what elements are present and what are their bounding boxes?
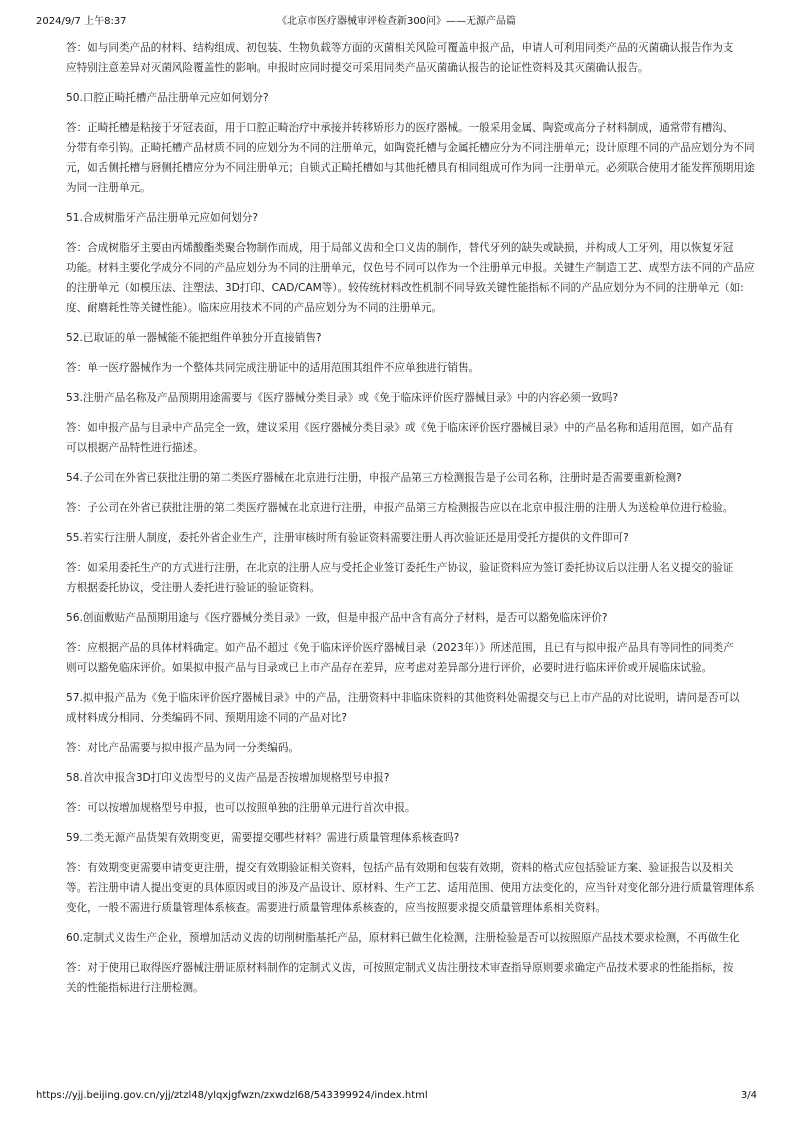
- answer-paragraph: [66, 358, 756, 378]
- question-heading: [66, 828, 756, 848]
- question-heading: [66, 468, 756, 488]
- question-heading: [66, 388, 756, 408]
- text-line: 55.若实行注册人制度，委托外省企业生产，注册审核时所有验证资料需要注册人再次验证还是用受托方提供的文件即可?: [66, 532, 629, 544]
- text-line: 可以根据产品特性进行描述。: [66, 442, 204, 454]
- question-heading: [66, 608, 756, 628]
- text-line: 59.二类无源产品货架有效期变更，需要提交哪些材料？需进行质量管理体系核查吗?: [66, 832, 460, 844]
- question-heading: [66, 88, 756, 108]
- text-line: 则可以豁免临床评价。如果拟申报产品与目录或已上市产品存在差异，应考虑对差异部分进行评价，必要时进行临床评价或开展临床试验。: [66, 662, 713, 674]
- question-heading: [66, 768, 756, 788]
- text-line: 应特别注意差异对灭菌风险覆盖性的影响。申报时应同时提交可采用同类产品灭菌确认报告的论证性资料及其灭菌确认报告。: [66, 62, 649, 74]
- text-line: 答：如采用委托生产的方式进行注册，在北京的注册人应与受托企业签订委托生产协议，验证资料应为签订委托协议后以注册人名义提交的验证: [66, 562, 734, 574]
- text-line: 53.注册产品名称及产品预期用途需要与《医疗器械分类目录》或《免于临床评价医疗器械目录》中的内容必须一致吗?: [66, 392, 619, 404]
- text-line: 答：可以按增加规格型号申报，也可以按照单独的注册单元进行首次申报。: [66, 802, 416, 814]
- answer-paragraph: [66, 118, 756, 198]
- text-line: 元，如舌侧托槽与唇侧托槽应分为不同注册单元；自锁式正畸托槽如与其他托槽具有相同组成可作为同一注册单元。必须联合使用才能发挥预期用途: [66, 162, 755, 174]
- answer-paragraph: [66, 858, 756, 918]
- text-line: 54.子公司在外省已获批注册的第二类医疗器械在北京进行注册，申报产品第三方检测报告是子公司名称，注册时是否需要重新检测?: [66, 472, 682, 484]
- question-heading: [66, 328, 756, 348]
- text-line: 50.口腔正畸托槽产品注册单元应如何划分?: [66, 92, 269, 104]
- text-line: 方根据委托协议，受注册人委托进行验证的验证资料。: [66, 582, 321, 594]
- text-line: 答：有效期变更需要申请变更注册，提交有效期验证相关资料，包括产品有效期和包装有效期，资料的格式应包括验证方案、验证报告以及相关: [66, 862, 734, 874]
- question-heading: [66, 528, 756, 548]
- text-line: 52.已取证的单一器械能不能把组件单独分开直接销售?: [66, 332, 322, 344]
- answer-paragraph: [66, 958, 756, 998]
- answer-paragraph: [66, 418, 756, 458]
- question-heading: [66, 688, 756, 728]
- text-line: 分带有牵引钩。正畸托槽产品材质不同的应划分为不同的注册单元，如陶瓷托槽与金属托槽应分为不同注册单元；设计原理不同的产品应划分为不同: [66, 142, 755, 154]
- text-line: 答：应根据产品的具体材料确定。如产品不超过《免于临床评价医疗器械目录（2023年）》所述范围，且已有与拟申报产品具有等同性的同类产: [66, 642, 734, 654]
- text-line: 答：对比产品需要与拟申报产品为同一分类编码。: [66, 742, 300, 754]
- text-line: 57.拟申报产品为《免于临床评价医疗器械目录》中的产品，注册资料中非临床资料的其他资料处需提交与已上市产品的对比说明，请问是否可以: [66, 692, 740, 704]
- answer-paragraph: [66, 38, 756, 78]
- text-line: 答：如申报产品与目录中产品完全一致，建议采用《医疗器械分类目录》或《免于临床评价医疗器械目录》中的产品名称和适用范围，如产品有: [66, 422, 734, 434]
- text-line: 答：如与同类产品的材料、结构组成、初包装、生物负载等方面的灭菌相关风险可覆盖申报产品，申请人可利用同类产品的灭菌确认报告作为支: [66, 42, 734, 54]
- text-line: 答：正畸托槽是粘接于牙冠表面，用于口腔正畸治疗中承接并转移矫形力的医疗器械。一般采用金属、陶瓷或高分子材料制成，通常带有槽沟、: [66, 122, 734, 134]
- text-line: 为同一注册单元。: [66, 182, 151, 194]
- text-line: 58.首次申报含3D打印义齿型号的义齿产品是否按增加规格型号申报?: [66, 772, 390, 784]
- text-line: 成材料成分相同、分类编码不同、预期用途不同的产品对比?: [66, 712, 348, 724]
- text-line: 关的性能指标进行注册检测。: [66, 982, 204, 994]
- text-line: 变化，一般不需进行质量管理体系核查。需要进行质量管理体系核查的，应当按照要求提交质量管理体系相关资料。: [66, 902, 607, 914]
- answer-paragraph: [66, 738, 756, 758]
- print-date: 2024/9/7 上午8:37: [36, 16, 127, 27]
- article-body: [66, 38, 756, 998]
- question-heading: [66, 928, 756, 948]
- text-line: 功能。材料主要化学成分不同的产品应划分为不同的注册单元，仅色号不同可以作为一个注册单元申报。关键生产制造工艺、成型方法不同的产品应: [66, 262, 755, 274]
- page-footer: [36, 1090, 757, 1106]
- source-url[interactable]: https://yjj.beijing.gov.cn/yjj/ztzl48/ylqxjgfwzn/zxwdzl68/543399924/index.html: [36, 1090, 428, 1101]
- text-line: 等。若注册申请人提出变更的具体原因或目的涉及产品设计、原材料、生产工艺、适用范围、使用方法变化的，应当针对变化部分进行质量管理体系: [66, 882, 755, 894]
- page-number: 3/4: [740, 1090, 757, 1101]
- document-title: 《北京市医疗器械审评检查新300问》——无源产品篇: [276, 16, 517, 27]
- text-line: 51.合成树脂牙产品注册单元应如何划分?: [66, 212, 258, 224]
- text-line: 答：合成树脂牙主要由丙烯酸酯类聚合物制作而成，用于局部义齿和全口义齿的制作，替代牙列的缺失或缺损，并构成人工牙列，用以恢复牙冠: [66, 242, 734, 254]
- text-line: 答：对于使用已取得医疗器械注册证原材料制作的定制式义齿，可按照定制式义齿注册技术审查指导原则要求确定产品技术要求的性能指标，按: [66, 962, 734, 974]
- text-line: 60.定制式义齿生产企业，预增加活动义齿的切削树脂基托产品，原材料已做生化检测，注册检验是否可以按照原产品技术要求检测，不再做生化: [66, 932, 740, 944]
- question-heading: [66, 208, 756, 228]
- text-line: 度、耐磨耗性等关键性能）。临床应用技术不同的产品应划分为不同的注册单元。: [66, 302, 443, 314]
- text-line: 的注册单元（如模压法、注塑法、3D打印、CAD/CAM等）。较传统材料改性机制不同导致关键性能指标不同的产品应划分为不同的注册单元（如:: [66, 282, 744, 294]
- text-line: 56.创面敷贴产品预期用途与《医疗器械分类目录》一致，但是申报产品中含有高分子材料，是否可以豁免临床评价?: [66, 612, 608, 624]
- page-header: [36, 12, 757, 28]
- answer-paragraph: [66, 638, 756, 678]
- text-line: 答：子公司在外省已获批注册的第二类医疗器械在北京进行注册，申报产品第三方检测报告应以在北京申报注册的注册人为送检单位进行检验。: [66, 502, 734, 514]
- answer-paragraph: [66, 238, 756, 318]
- text-line: 答：单一医疗器械作为一个整体共同完成注册证中的适用范围其组件不应单独进行销售。: [66, 362, 480, 374]
- answer-paragraph: [66, 498, 756, 518]
- answer-paragraph: [66, 558, 756, 598]
- answer-paragraph: [66, 798, 756, 818]
